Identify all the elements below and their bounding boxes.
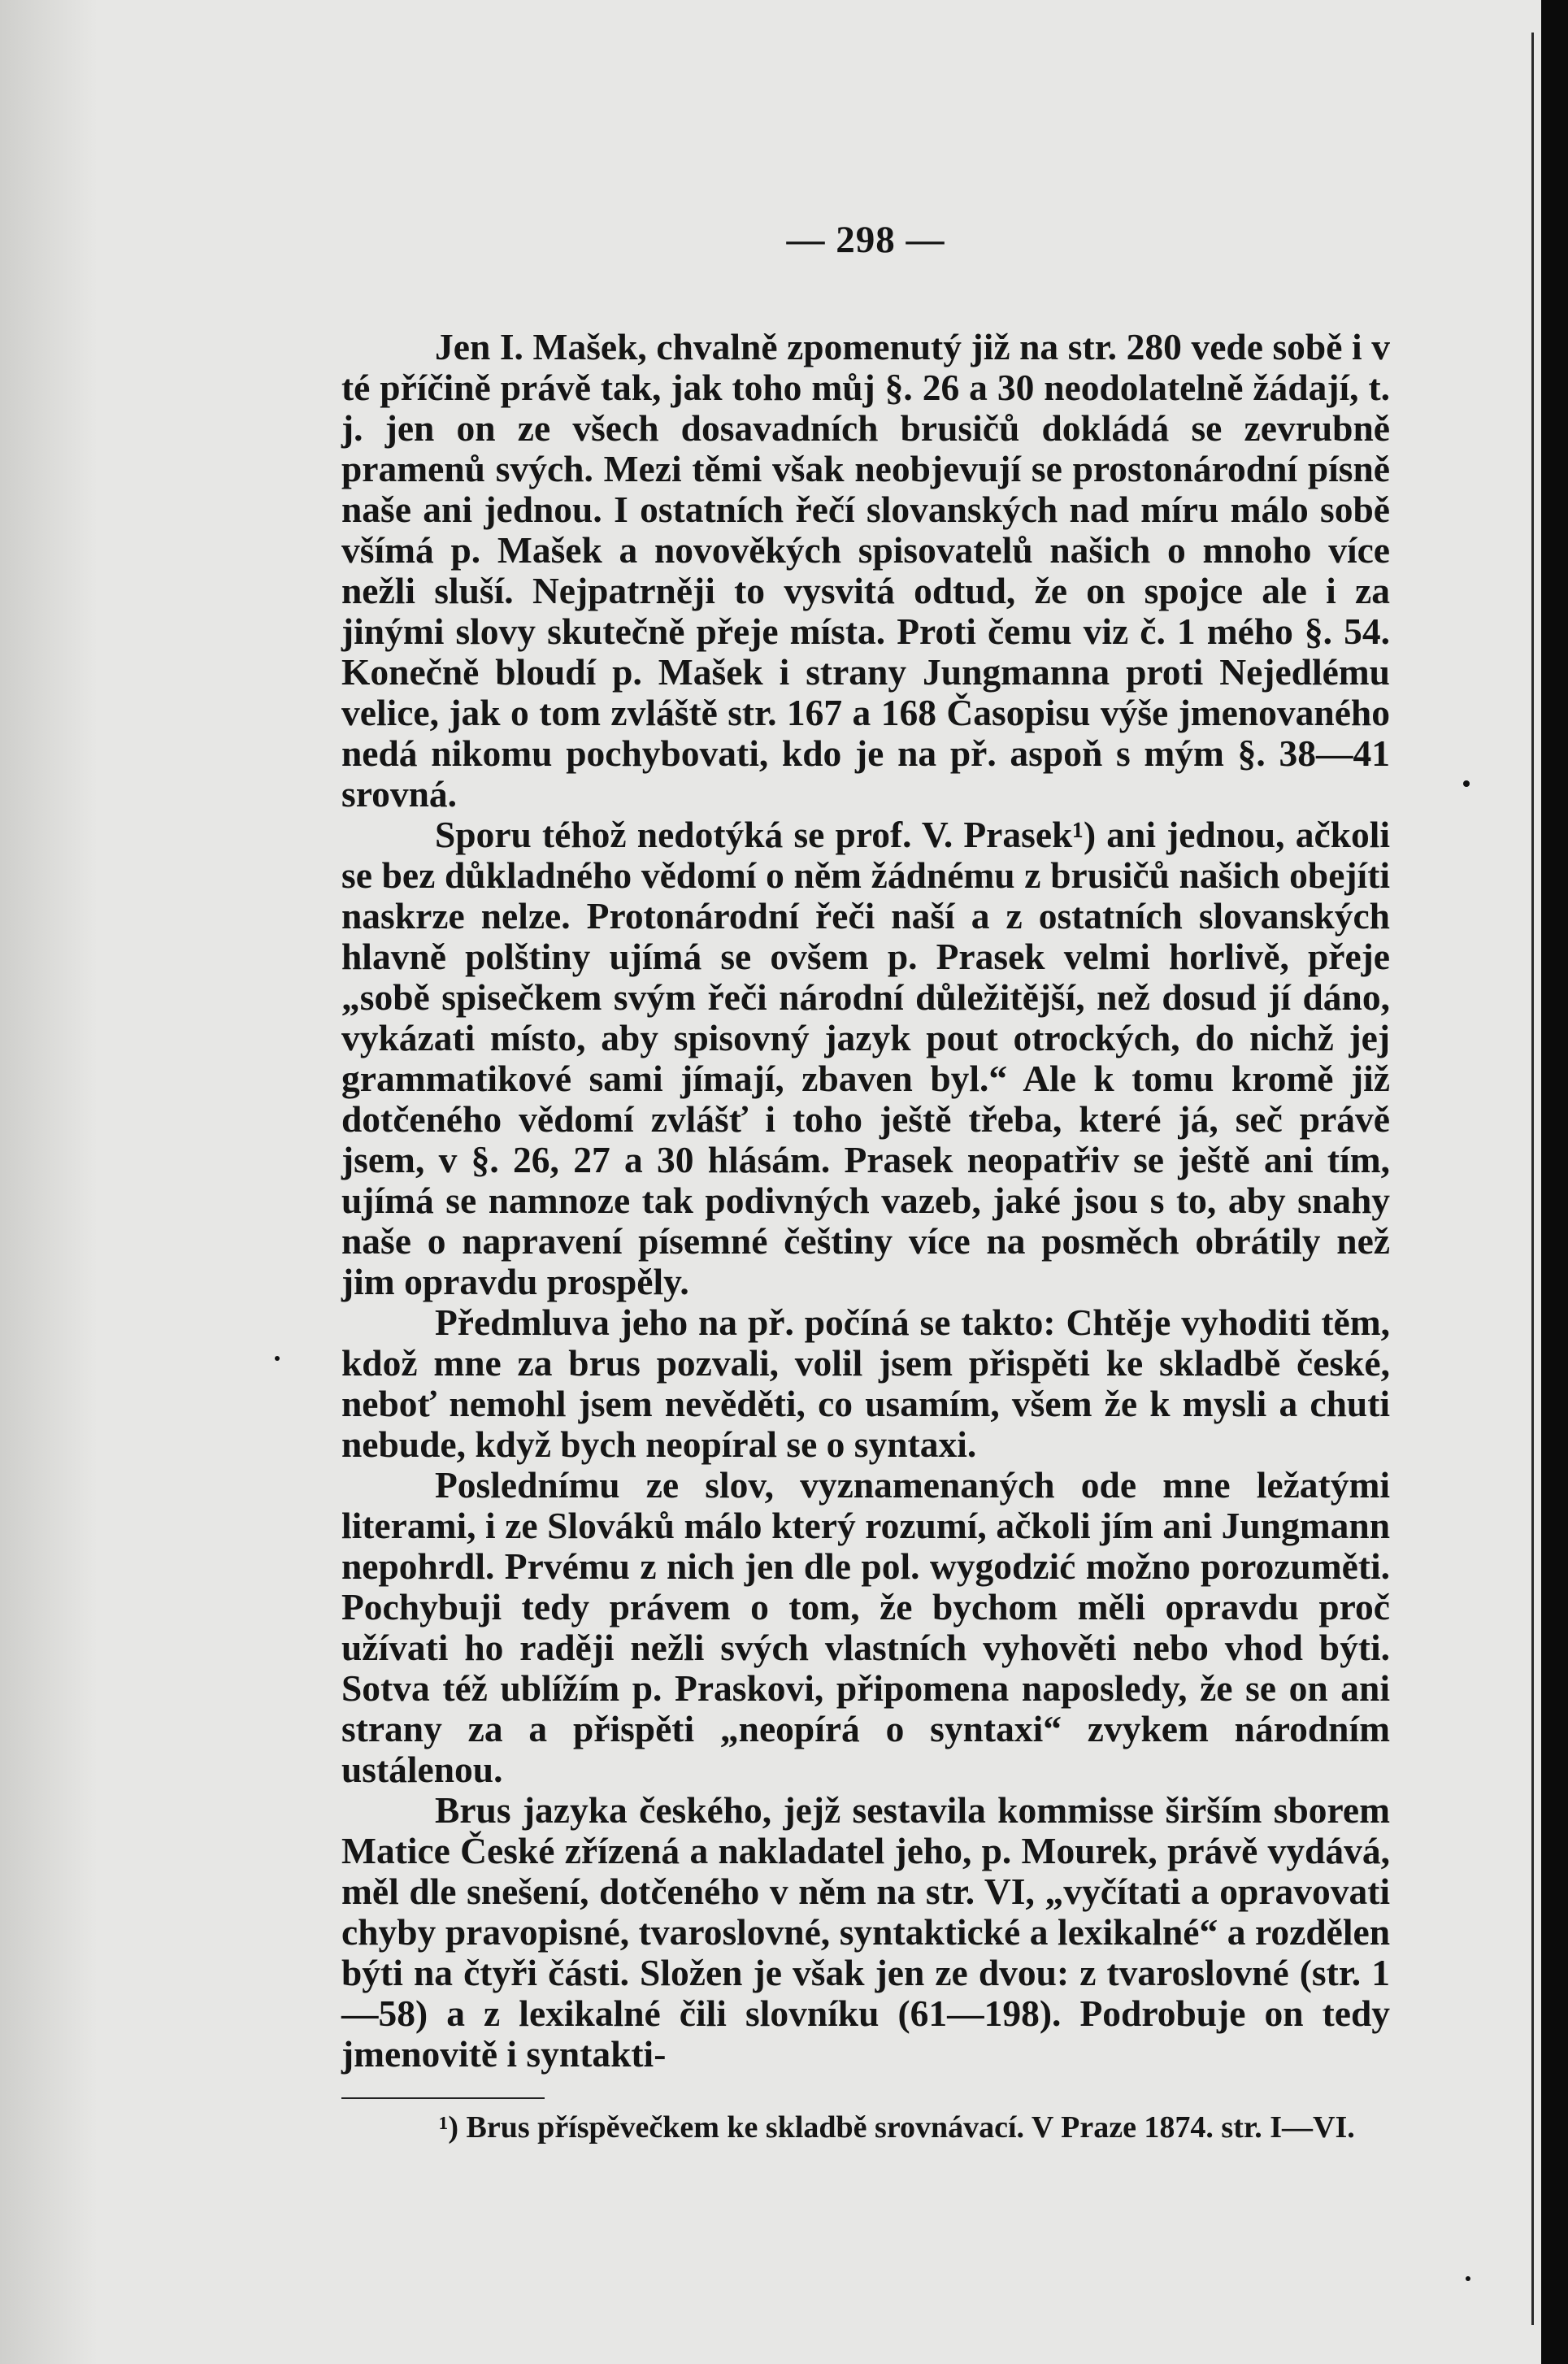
scan-page-edge [1541, 0, 1568, 2364]
scan-shadow [0, 0, 98, 2364]
page-number: — 298 — [786, 219, 945, 261]
footnote: ¹) Brus příspěvečkem ke skladbě srovnávací. V Praze 1874. str. I—VI. [439, 2110, 1355, 2145]
paragraph-4: Poslednímu ze slov, vyznamenaných ode mne ležatými literami, i ze Slováků málo který rozumí, ačkoli jím ani Jungmann nepohrdl. Prvému z nich jen dle pol. wygodzić možno porozuměti. Pochybuji tedy právem o tom, že bychom měli opravdu proč užívati ho raději nežli svých vlastních vyhověti nebo vhod býti. Sotva též ublížím p. Praskovi, připomena naposledy, že se on ani strany za a přispěti „neopírá o syntaxi“ zvykem národním ustálenou. [341, 1464, 1390, 1790]
ink-speck [1466, 2276, 1470, 2281]
paragraph-2: Sporu téhož nedotýká se prof. V. Prasek¹) ani jednou, ačkoli se bez důkladného vědomí o něm žádnému z brusičů našich obejíti naskrze nelze. Protonárodní řeči naší a z ostatních slovanských hlavně polštiny ujímá se ovšem p. Prasek velmi horlivě, přeje „sobě spisečkem svým řeči národní důležitější, než dosud jí dáno, vykázati místo, aby spisovný jazyk pout otrockých, do nichž jej grammatikové sami jímají, zbaven byl.“ Ale k tomu kromě již dotčeného vědomí zvlášť i toho ještě třeba, které já, seč právě jsem, v §. 26, 27 a 30 hlásám. Prasek neopatřiv se ještě ani tím, ujímá se namnoze tak podivných vazeb, jaké jsou s to, aby snahy naše o napravení písemné češtiny více na posměch obrátily než jim opravdu prospěly. [341, 814, 1390, 1302]
paragraph-3: Předmluva jeho na př. počíná se takto: Chtěje vyhoditi těm, kdož mne za brus pozvali, volil jsem přispěti ke skladbě české, neboť nemohl jsem nevěděti, co usamím, všem že k mysli a chuti nebude, když bych neopíral se o syntaxi. [341, 1302, 1390, 1465]
ink-speck [1463, 780, 1470, 787]
paragraph-5: Brus jazyka českého, jejž sestavila kommisse širším sborem Matice České zřízená a nakladatel jeho, p. Mourek, právě vydává, měl dle snešení, dotčeného v něm na str. VI, „vyčítati a opravovati chyby pravopisné, tvaroslovné, syntaktické a lexikalné“ a rozdělen býti na čtyři části. Složen je však jen ze dvou: z tvaroslovné (str. 1—58) a z lexikalné čili slovníku (61—198). Podrobuje on tedy jmenovitě i syntakti- [341, 1789, 1390, 2075]
book-page [341, 219, 1390, 2146]
paragraph-1: Jen I. Mašek, chvalně zpomenutý již na str. 280 vede sobě i v té příčině právě tak, jak toho můj §. 26 a 30 neodolatelně žádají, t. j. jen on ze všech dosavadních brusičů dokládá se zevrubně pramenů svých. Mezi těmi však neobjevují se prostonárodní písně naše ani jednou. I ostatních řečí slovanských nad míru málo sobě všímá p. Mašek a novověkých spisovatelů našich o mnoho více nežli sluší. Nejpatrněji to vysvitá odtud, že on spojce ale i za jinými slovy skutečně přeje místa. Proti čemu viz č. 1 mého §. 54. Konečně bloudí p. Mašek i strany Jungmanna proti Nejedlému velice, jak o tom zvláště str. 167 a 168 Časopisu výše jmenovaného nedá nikomu pochybovati, kdo je na př. aspoň s mým §. 38—41 srovná. [341, 326, 1390, 815]
footnote-rule [341, 2097, 545, 2099]
ink-speck [275, 1356, 280, 1361]
scan-gutter-line [1531, 33, 1534, 2325]
